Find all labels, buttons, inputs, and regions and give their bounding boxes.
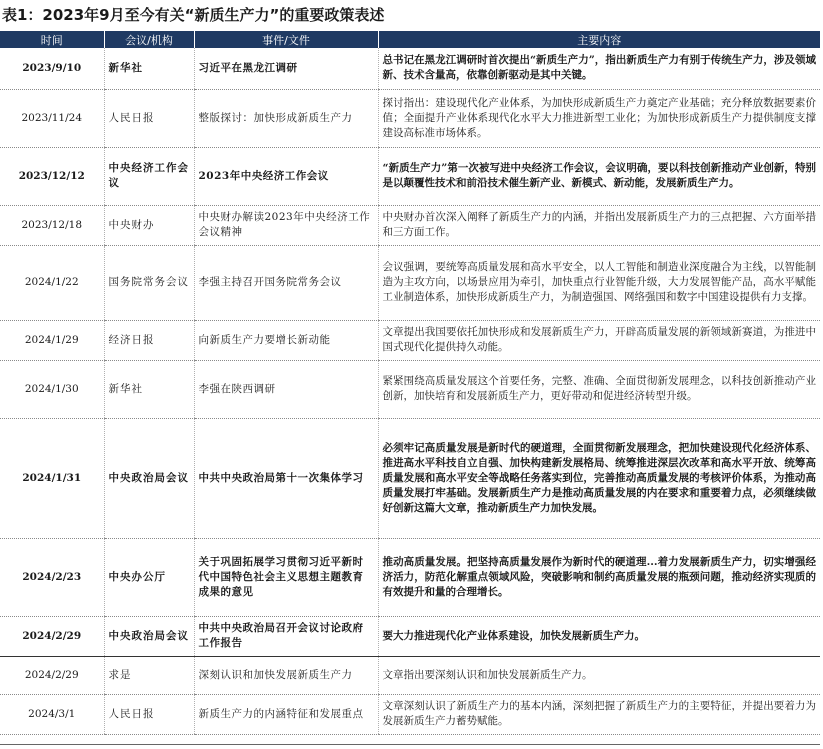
row-institution: 中央经济工作会议 [104,147,194,205]
row-institution: 中央政治局会议 [104,616,194,656]
table-row [0,418,820,538]
row-content: 探讨指出：建设现代化产业体系，为加快形成新质生产力奠定产业基础；充分释放数据要素价值；全面提升产业体系现代化水平大力推进新型工业化；为加快形成新质生产力提供制度支撑建设高标准市场体系。 [378,89,820,147]
row-event: 深刻认识和加快发展新质生产力 [194,656,378,694]
header-date: 时间 [0,31,104,48]
row-content: 会议强调，要统筹高质量发展和高水平安全，以人工智能和制造业深度融合为主线，以智能制造为主攻方向，以场景应用为牵引，加快重点行业智能升级，大力发展智能产品，高水平赋能工业制造体系，加快形成新质生产力，为制造强国、网络强国和数字中国建设提供有力支撑。 [378,245,820,320]
row-content: 总书记在黑龙江调研时首次提出“新质生产力”，指出新质生产力有别于传统生产力，涉及领域新、技术含量高，依靠创新驱动是其中关键。 [378,48,820,89]
row-institution: 中央财办 [104,205,194,245]
row-content: “新质生产力”第一次被写进中央经济工作会议，会议明确，要以科技创新推动产业创新，特别是以颠覆性技术和前沿技术催生新产业、新模式、新动能，发展新质生产力。 [378,147,820,205]
header-content: 主要内容 [378,31,820,48]
row-institution: 求是 [104,656,194,694]
row-institution: 经济日报 [104,320,194,360]
table-row [0,694,820,734]
row-date: 2024/2/23 [0,538,104,616]
row-event: 2023年中央经济工作会议 [194,147,378,205]
row-date: 2024/3/1 [0,694,104,734]
row-event: 中央财办解读2023年中央经济工作会议精神 [194,205,378,245]
row-event: 中共中央政治局召开会议讨论政府工作报告 [194,616,378,656]
row-content: 推动高质量发展。把坚持高质量发展作为新时代的硬道理...着力发展新质生产力，切实增强经济活力，防范化解重点领域风险，突破影响和制约高质量发展的瓶颈问题，推动经济实现质的有效提升和量的合理增长。 [378,538,820,616]
policy-table [0,31,820,735]
row-date: 2024/1/29 [0,320,104,360]
table-row [0,245,820,320]
row-content: 文章提出我国要依托加快形成和发展新质生产力，开辟高质量发展的新领域新赛道，为推进中国式现代化提供持久动能。 [378,320,820,360]
header-institution: 会议/机构 [104,31,194,48]
footer-divider [0,744,820,745]
row-event: 新质生产力的内涵特征和发展重点 [194,694,378,734]
row-content: 中央财办首次深入阐释了新质生产力的内涵，并指出发展新质生产力的三点把握、六方面举措和三方面工作。 [378,205,820,245]
table-row [0,360,820,418]
table-row [0,48,820,89]
row-date: 2024/1/31 [0,418,104,538]
row-event: 中共中央政治局第十一次集体学习 [194,418,378,538]
row-date: 2024/2/29 [0,616,104,656]
row-institution: 新华社 [104,360,194,418]
row-content: 必须牢记高质量发展是新时代的硬道理，全面贯彻新发展理念，把加快建设现代化经济体系、推进高水平科技自立自强、加快构建新发展格局、统筹推进深层次改革和高水平开放、统筹高质量发展和高水平安全等战略任务落实到位，完善推动高质量发展的考核评价体系，为推动高质量发展打牢基础。发展新质生产力是推动高质量发展的内在要求和重要着力点，必须继续做好创新这篇大文章，推动新质生产力加快发展。 [378,418,820,538]
row-event: 李强主持召开国务院常务会议 [194,245,378,320]
table-row [0,205,820,245]
row-content: 文章指出要深刻认识和加快发展新质生产力。 [378,656,820,694]
table-body [0,48,820,734]
table-row [0,538,820,616]
table-row [0,656,820,694]
row-date: 2024/1/30 [0,360,104,418]
row-content: 文章深刻认识了新质生产力的基本内涵，深刻把握了新质生产力的主要特征，并提出要着力为发展新质生产力蓄势赋能。 [378,694,820,734]
row-content: 要大力推进现代化产业体系建设，加快发展新质生产力。 [378,616,820,656]
row-institution: 国务院常务会议 [104,245,194,320]
row-date: 2023/9/10 [0,48,104,89]
table-row [0,320,820,360]
row-event: 整版探讨：加快形成新质生产力 [194,89,378,147]
row-date: 2024/1/22 [0,245,104,320]
row-institution: 新华社 [104,48,194,89]
row-institution: 人民日报 [104,694,194,734]
table-title: 表1：2023年9月至今有关“新质生产力”的重要政策表述 [2,6,385,24]
row-date: 2024/2/29 [0,656,104,694]
row-date: 2023/11/24 [0,89,104,147]
row-content: 紧紧围绕高质量发展这个首要任务，完整、准确、全面贯彻新发展理念，以科技创新推动产业创新，加快培育和发展新质生产力，更好带动和促进经济转型升级。 [378,360,820,418]
table-header-row [0,31,820,48]
header-event: 事件/文件 [194,31,378,48]
row-date: 2023/12/12 [0,147,104,205]
row-institution: 人民日报 [104,89,194,147]
row-event: 关于巩固拓展学习贯彻习近平新时代中国特色社会主义思想主题教育成果的意见 [194,538,378,616]
table-row [0,616,820,656]
table-row [0,147,820,205]
table-row [0,89,820,147]
row-event: 习近平在黑龙江调研 [194,48,378,89]
row-institution: 中央办公厅 [104,538,194,616]
row-event: 李强在陕西调研 [194,360,378,418]
row-date: 2023/12/18 [0,205,104,245]
row-event: 向新质生产力要增长新动能 [194,320,378,360]
row-institution: 中央政治局会议 [104,418,194,538]
